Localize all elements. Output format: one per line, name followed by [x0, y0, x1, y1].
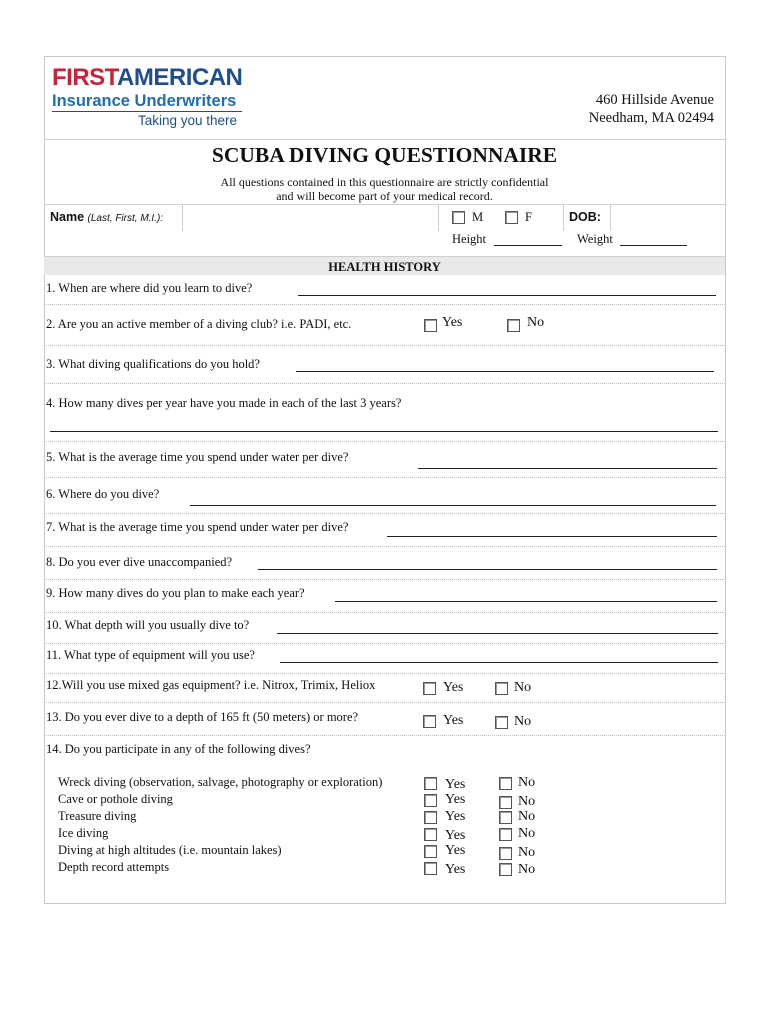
q13-no-label: No — [514, 714, 532, 729]
q12-no-label: No — [514, 680, 532, 695]
altitude-yes-label: Yes — [445, 843, 466, 858]
q13-yes-checkbox[interactable] — [423, 715, 436, 728]
divider — [44, 139, 725, 140]
female-checkbox[interactable] — [505, 211, 518, 224]
dob-input[interactable] — [610, 205, 724, 231]
question-2: 2. Are you an active member of a diving club? i.e. PADI, etc. — [46, 317, 352, 331]
depth-record-no-checkbox[interactable] — [499, 863, 512, 876]
answer-11-field[interactable] — [280, 662, 718, 663]
answer-8-field[interactable] — [258, 569, 717, 570]
name-hint: (Last, First, M.I.): — [87, 213, 164, 224]
dive-type-cave: Cave or pothole diving — [58, 792, 173, 806]
dive-type-depth-record: Depth record attempts — [58, 860, 170, 874]
logo-tagline: Taking you there — [138, 113, 238, 128]
divider — [44, 383, 725, 384]
divider — [44, 579, 725, 580]
male-checkbox[interactable] — [452, 211, 465, 224]
divider — [44, 612, 725, 613]
logo-first-text: FIRST — [52, 64, 118, 91]
cave-yes-checkbox[interactable] — [424, 794, 437, 807]
wreck-yes-checkbox[interactable] — [424, 777, 437, 790]
q13-no-checkbox[interactable] — [495, 716, 508, 729]
weight-field[interactable] — [620, 245, 687, 246]
question-7: 7. What is the average time you spend under water per dive? — [46, 520, 349, 534]
altitude-no-label: No — [518, 845, 536, 860]
question-1: 1. When are where did you learn to dive? — [46, 281, 253, 295]
divider — [44, 673, 725, 674]
treasure-no-checkbox[interactable] — [499, 811, 512, 824]
address-line1: 460 Hillside Avenue — [595, 92, 714, 108]
divider — [44, 702, 725, 703]
q12-yes-checkbox[interactable] — [423, 682, 436, 695]
depth-record-yes-label: Yes — [445, 862, 466, 877]
wreck-no-checkbox[interactable] — [499, 777, 512, 790]
question-14: 14. Do you participate in any of the following dives? — [46, 742, 311, 756]
answer-7-field[interactable] — [387, 536, 717, 537]
question-13: 13. Do you ever dive to a depth of 165 ft (50 meters) or more? — [46, 710, 359, 724]
cave-no-checkbox[interactable] — [499, 796, 512, 809]
question-8: 8. Do you ever dive unaccompanied? — [46, 555, 233, 569]
divider — [44, 304, 725, 305]
ice-yes-checkbox[interactable] — [424, 828, 437, 841]
depth-record-yes-checkbox[interactable] — [424, 862, 437, 875]
treasure-no-label: No — [518, 809, 536, 824]
q13-yes-label: Yes — [443, 713, 464, 728]
q2-no-checkbox[interactable] — [507, 319, 520, 332]
question-12: 12.Will you use mixed gas equipment? i.e. Nitrox, Trimix, Heliox — [46, 678, 376, 692]
logo-subtitle: Insurance Underwriters — [52, 92, 237, 110]
female-label: F — [525, 210, 532, 224]
confidential-line1: All questions contained in this questionnaire are strictly confidential — [220, 175, 549, 189]
divider — [44, 345, 725, 346]
question-3: 3. What diving qualifications do you hold? — [46, 357, 260, 371]
divider — [44, 643, 725, 644]
treasure-yes-checkbox[interactable] — [424, 811, 437, 824]
altitude-yes-checkbox[interactable] — [424, 845, 437, 858]
divider — [44, 513, 725, 514]
divider — [44, 477, 725, 478]
question-6: 6. Where do you dive? — [46, 487, 160, 501]
q12-no-checkbox[interactable] — [495, 682, 508, 695]
divider — [44, 441, 725, 442]
answer-5-field[interactable] — [418, 468, 717, 469]
answer-9-field[interactable] — [335, 601, 717, 602]
height-label: Height — [452, 232, 487, 246]
answer-10-field[interactable] — [277, 633, 718, 634]
dive-type-altitude: Diving at high altitudes (i.e. mountain lakes) — [58, 843, 282, 857]
q2-yes-label: Yes — [442, 315, 463, 330]
question-4: 4. How many dives per year have you made in each of the last 3 years? — [46, 396, 402, 410]
ice-no-label: No — [518, 826, 536, 841]
weight-label: Weight — [577, 232, 613, 246]
divider — [44, 546, 725, 547]
question-11: 11. What type of equipment will you use? — [46, 648, 255, 662]
treasure-yes-label: Yes — [445, 809, 466, 824]
cave-no-label: No — [518, 794, 536, 809]
ice-yes-label: Yes — [445, 828, 466, 843]
cave-yes-label: Yes — [445, 792, 466, 807]
name-label-text: Name — [50, 210, 85, 224]
q12-yes-label: Yes — [443, 680, 464, 695]
q2-no-label: No — [527, 315, 545, 330]
dob-label: DOB: — [569, 210, 601, 224]
name-label — [50, 210, 163, 224]
answer-1-field[interactable] — [298, 295, 716, 296]
ice-no-checkbox[interactable] — [499, 828, 512, 841]
logo-american-text: AMERICAN — [117, 64, 243, 91]
wreck-no-label: No — [518, 775, 536, 790]
height-field[interactable] — [494, 245, 562, 246]
divider — [44, 735, 725, 736]
male-label: M — [472, 210, 484, 224]
question-9: 9. How many dives do you plan to make each year? — [46, 586, 305, 600]
q2-yes-checkbox[interactable] — [424, 319, 437, 332]
confidential-line2: and will become part of your medical record. — [276, 189, 493, 203]
answer-6-field[interactable] — [190, 505, 716, 506]
dive-type-treasure: Treasure diving — [58, 809, 137, 823]
question-10: 10. What depth will you usually dive to? — [46, 618, 250, 632]
answer-4-field[interactable] — [50, 431, 718, 432]
question-5: 5. What is the average time you spend under water per dive? — [46, 450, 349, 464]
wreck-yes-label: Yes — [445, 777, 466, 792]
name-input[interactable] — [182, 205, 439, 231]
depth-record-no-label: No — [518, 862, 536, 877]
dive-type-wreck: Wreck diving (observation, salvage, photography or exploration) — [58, 775, 383, 789]
section-title: HEALTH HISTORY — [328, 260, 441, 274]
page-title: SCUBA DIVING QUESTIONNAIRE — [211, 143, 558, 167]
answer-3-field[interactable] — [296, 371, 714, 372]
altitude-no-checkbox[interactable] — [499, 847, 512, 860]
address-line2: Needham, MA 02494 — [588, 110, 714, 126]
confidential-notice — [44, 175, 725, 203]
dive-type-ice: Ice diving — [58, 826, 109, 840]
